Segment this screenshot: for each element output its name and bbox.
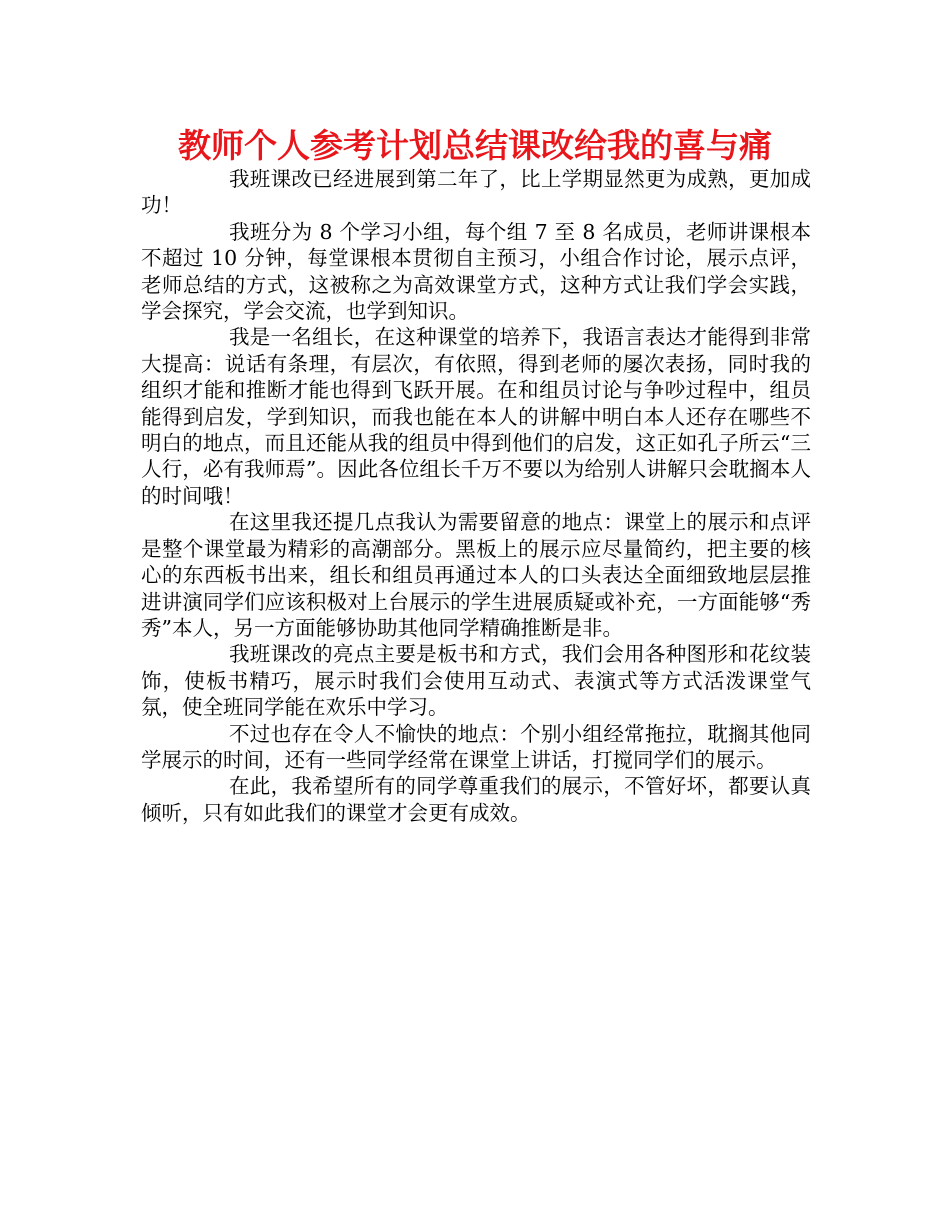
paragraph-3: 我是一名组长，在这种课堂的培养下，我语言表达才能得到非常大提高：说话有条理，有层次，有依照，得到老师的屡次表扬，同时我的组织才能和推断才能也得到飞跃开展。在和组员讨论与争吵过程中，组员能得到启发，学到知识，而我也能在本人的讲解中明白本人还存在哪些不明白的地点，而且还能从我的组员中得到他们的启发，这正如孔子所云“三人行，必有我师焉”。因此各位组长千万不要以为给别人讲解只会耽搁本人的时间哦！ (141, 325, 811, 508)
document-body (141, 166, 811, 826)
paragraph-6: 不过也存在令人不愉快的地点：个别小组经常拖拉，耽搁其他同学展示的时间，还有一些同学经常在课堂上讲话，打搅同学们的展示。 (141, 721, 811, 772)
paragraph-7: 在此，我希望所有的同学尊重我们的展示，不管好坏，都要认真倾听，只有如此我们的课堂才会更有成效。 (141, 774, 811, 825)
paragraph-2: 我班分为 8 个学习小组，每个组 7 至 8 名成员，老师讲课根本不超过 10 分钟，每堂课根本贯彻自主预习，小组合作讨论，展示点评，老师总结的方式，这被称之为高效课堂方式，这种方式让我们学会实践，学会探究，学会交流，也学到知识。 (141, 219, 811, 324)
paragraph-1: 我班课改已经进展到第二年了，比上学期显然更为成熟，更加成功！ (141, 167, 811, 218)
paragraph-4: 在这里我还提几点我认为需要留意的地点：课堂上的展示和点评是整个课堂最为精彩的高潮部分。黑板上的展示应尽量简约，把主要的核心的东西板书出来，组长和组员再通过本人的口头表达全面细致地层层推进讲演同学们应该积极对上台展示的学生进展质疑或补充，一方面能够“秀秀”本人，另一方面能够协助其他同学精确推断是非。 (141, 510, 811, 640)
paragraph-5: 我班课改的亮点主要是板书和方式，我们会用各种图形和花纹装饰，使板书精巧，展示时我们会使用互动式、表演式等方式活泼课堂气氛，使全班同学能在欢乐中学习。 (141, 642, 811, 720)
document-title: 教师个人参考计划总结课改给我的喜与痛 (178, 126, 772, 165)
